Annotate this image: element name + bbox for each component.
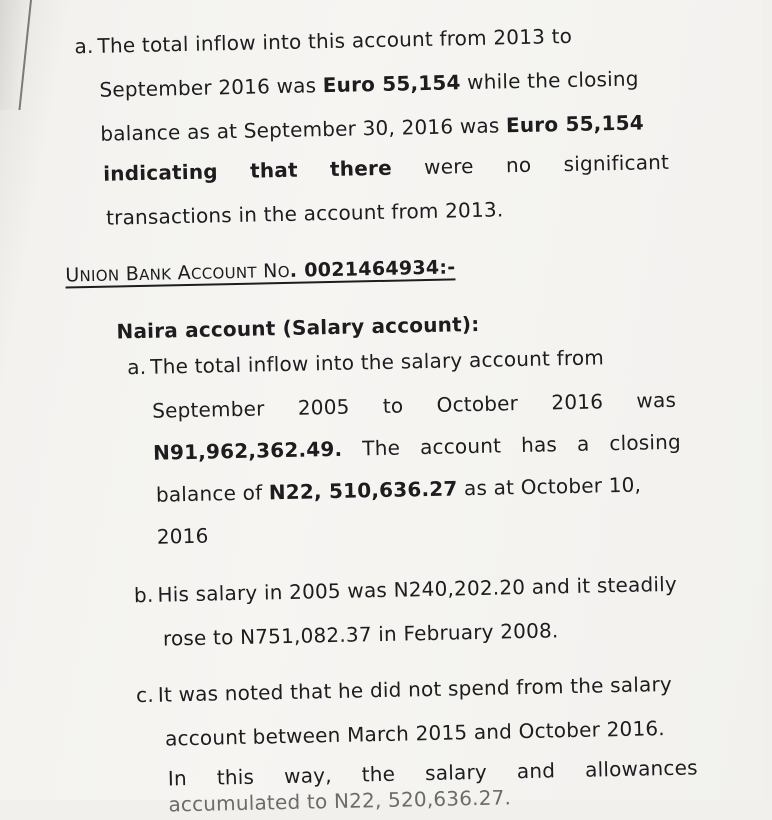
prev-item-a-line-3 xyxy=(100,110,644,145)
amount-euro: Euro 55,154 xyxy=(322,70,461,98)
word: there xyxy=(329,155,393,181)
text-span: as at October 10, xyxy=(457,472,642,501)
text-span: balance as at September 30, 2016 was xyxy=(100,113,507,146)
word: allowances xyxy=(584,755,698,782)
text-line: The total inflow into the salary account from xyxy=(150,345,605,379)
word: 2005 xyxy=(297,394,350,420)
word: The xyxy=(362,435,401,461)
word: a xyxy=(576,431,590,456)
item-c-line-1 xyxy=(136,672,672,707)
heading-smallcaps: O xyxy=(277,262,291,282)
word: closing xyxy=(609,429,682,456)
text-line: It was noted that he did not spend from the salary xyxy=(157,671,673,707)
heading-cap: N xyxy=(256,260,278,283)
word: October xyxy=(436,391,519,417)
item-b-line-1 xyxy=(134,572,677,607)
item-a-line-1 xyxy=(127,345,604,379)
list-marker: a. xyxy=(74,33,94,59)
heading-smallcaps: ANK xyxy=(138,265,172,285)
word: indicating xyxy=(102,159,219,186)
account-number: . 0021464934:- xyxy=(289,256,456,282)
word: September xyxy=(151,396,265,423)
amount-naira: N91,962,362.49. xyxy=(152,436,343,465)
text-line: 2016 xyxy=(156,523,209,549)
word: to xyxy=(382,393,404,418)
prev-item-a-line-4 xyxy=(103,150,669,186)
text-line: account between March 2015 and October 2016. xyxy=(164,716,666,751)
word: account xyxy=(419,433,502,460)
amount-naira: N22, 510,636.27 xyxy=(268,476,458,505)
item-a-line-2 xyxy=(152,388,676,423)
amount-euro: Euro 55,154 xyxy=(505,110,645,138)
prev-item-a-line-1 xyxy=(74,24,572,58)
subheading-text: Naira account (Salary account): xyxy=(116,311,480,344)
list-marker: c. xyxy=(135,682,155,708)
word: this xyxy=(216,764,255,790)
word: was xyxy=(636,387,677,413)
item-a-line-4 xyxy=(156,473,642,507)
word: has xyxy=(520,432,558,458)
text-line: transactions in the account from 2013. xyxy=(105,197,504,230)
prev-item-a-line-5 xyxy=(106,197,504,229)
heading-cap: U xyxy=(65,264,80,287)
word: no xyxy=(505,152,532,178)
word: were xyxy=(423,153,474,180)
word: salary xyxy=(424,759,488,786)
heading-cap: A xyxy=(171,261,192,285)
item-a-line-3 xyxy=(153,430,681,465)
word: and xyxy=(516,758,556,784)
word: 2016 xyxy=(551,389,604,415)
text-span: while the closing xyxy=(460,66,639,95)
item-b-line-2 xyxy=(163,618,559,650)
item-a-line-5 xyxy=(157,524,209,549)
text-line: rose to N751,082.37 in February 2008. xyxy=(162,618,559,651)
text-span: September 2016 was xyxy=(99,73,324,102)
word: In xyxy=(167,766,188,791)
heading-cap: B xyxy=(119,263,140,286)
text-span: balance of xyxy=(155,480,270,507)
text-line: His salary in 2005 was N240,202.20 and it steadily xyxy=(157,571,678,607)
heading-smallcaps: NION xyxy=(79,266,120,286)
word: significant xyxy=(563,149,670,177)
word: that xyxy=(249,157,298,183)
heading-smallcaps: CCOUNT xyxy=(190,263,258,283)
list-marker: a. xyxy=(127,354,147,380)
item-c-line-3 xyxy=(168,755,698,790)
text-line: accumulated to N22, 520,636.27. xyxy=(168,785,512,817)
section-heading xyxy=(65,256,456,288)
text-line: The total inflow into this account from 2013 to xyxy=(97,23,573,58)
item-c-line-4 xyxy=(168,785,511,816)
item-c-line-2 xyxy=(165,716,665,750)
list-marker: b. xyxy=(133,582,154,608)
word: way, xyxy=(283,763,332,789)
subheading xyxy=(116,312,479,344)
word: the xyxy=(361,761,396,787)
prev-item-a-line-2 xyxy=(99,67,639,102)
